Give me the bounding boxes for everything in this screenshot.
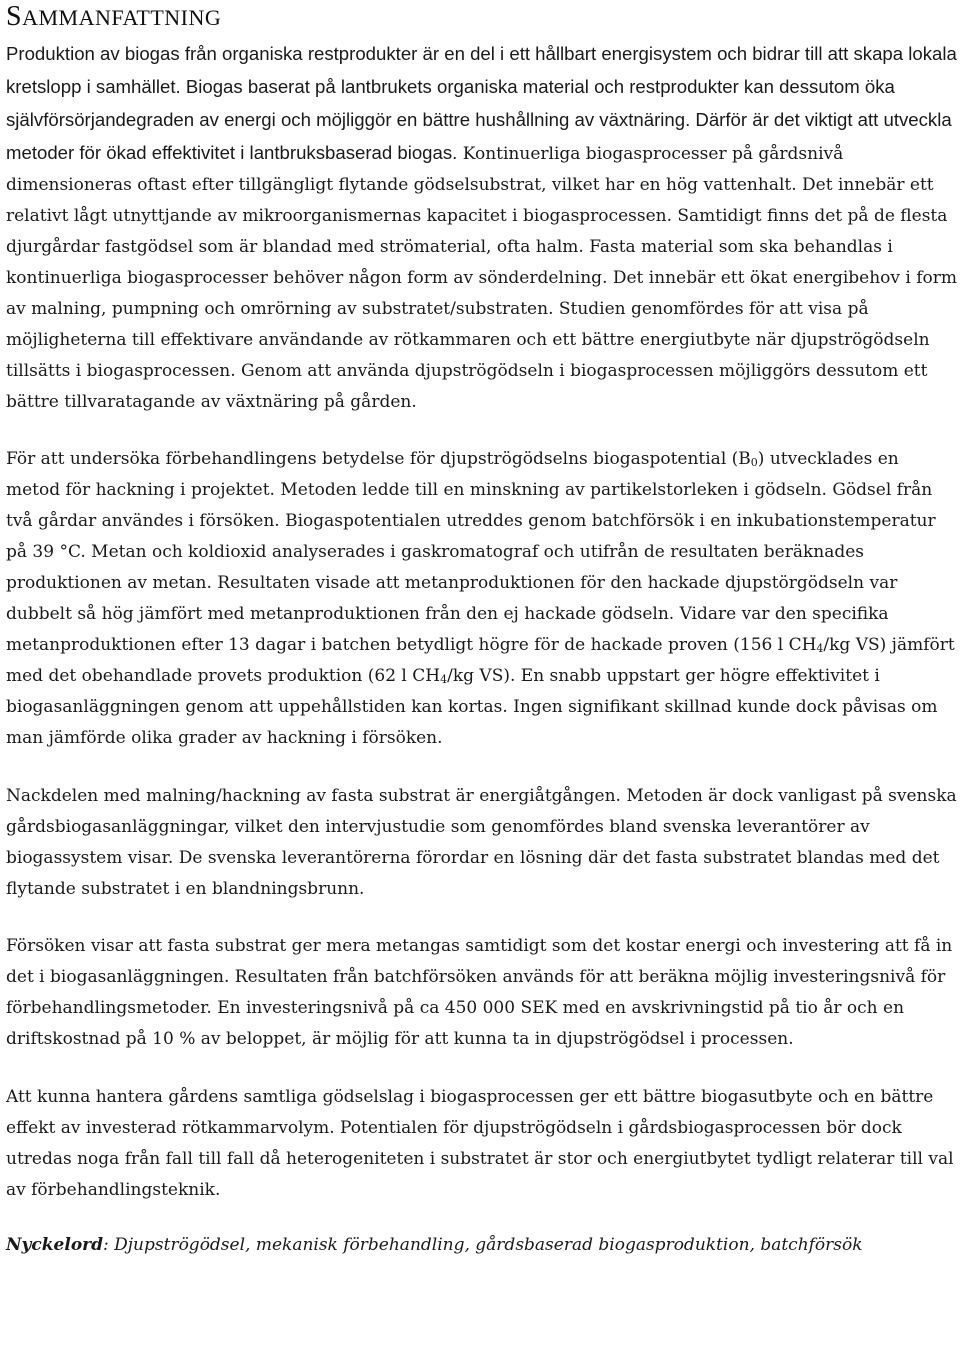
- subscript-ch4-2: 4: [440, 673, 448, 686]
- paragraph-method-text-1: För att undersöka förbehandlingens betydelse för djupströgödselns biogaspotential (B: [6, 449, 751, 469]
- document-page: [6, 0, 958, 1261]
- keywords-text: Djupströgödsel, mekanisk förbehandling, gårdsbaserad biogasproduktion, batchförsök: [114, 1235, 863, 1255]
- subscript-ch4-1: 4: [816, 642, 824, 655]
- paragraph-method-results: [6, 444, 958, 754]
- paragraph-intro: [6, 38, 958, 418]
- keywords-separator: :: [103, 1235, 115, 1255]
- paragraph-intro-sans: Produktion av biogas från organiska restprodukter är en del i ett hållbart energisystem och bidrar till att skapa lokala kretslopp i samhället. Biogas baserat på lantbrukets organiska material och restprodukter kan dessutom öka självförsörjandegraden av energi och möjliggör en bättre hushållning av växtnäring. Därför är det viktigt att utveckla metoder för ökad effektivitet i lantbruksbaserad biogas.: [6, 43, 957, 163]
- paragraph-method-text-2: ) utvecklades en metod för hackning i projektet. Metoden ledde till en minskning av partikelstorleken i gödseln. Gödsel från två gårdar användes i försöken. Biogaspotentialen utreddes genom batchförsök i en inkubationstemperatur på 39 °C. Metan och koldioxid analyserades i gaskromatograf och utifrån de resultaten beräknades produktionen av metan. Resultaten visade att metanproduktionen för den hackade djupstörgödseln var dubbelt så hög jämfört med metanproduktionen från den ej hackade gödseln. Vidare var den specifika metanproduktionen efter 13 dagar i batchen betydligt högre för de hackade proven (156 l CH: [6, 449, 936, 655]
- paragraph-intro-serif: Kontinuerliga biogasprocesser på gårdsnivå dimensioneras oftast efter tillgängligt flytande gödselsubstrat, vilket har en hög vattenhalt. Det innebär ett relativt lågt utnyttjande av mikroorganismernas kapacitet i biogasprocessen. Samtidigt finns det på de flesta djurgårdar fastgödsel som är blandad med strömaterial, ofta halm. Fasta material som ska behandlas i kontinuerliga biogasprocesser behöver någon form av sönderdelning. Det innebär ett ökat energibehov i form av malning, pumpning och omrörning av substratet/substraten. Studien genomfördes för att visa på möjligheterna till effektivare användande av rötkammaren och ett bättre energiutbyte när djupströgödseln tillsätts i biogasprocessen. Genom att använda djupströgödseln i biogasprocessen möjliggörs dessutom ett bättre tillvaratagande av växtnäring på gården.: [6, 144, 958, 412]
- paragraph-drawbacks: Nackdelen med malning/hackning av fasta substrat är energiåtgången. Metoden är dock vanligast på svenska gårdsbiogasanläggningar, vilket den intervjustudie som genomfördes bland svenska leverantörer av biogassystem visar. De svenska leverantörerna förordar en lösning där det fasta substratet blandas med det flytande substratet i en blandningsbrunn.: [6, 786, 957, 899]
- paragraph-conclusion: Att kunna hantera gårdens samtliga gödselslag i biogasprocessen ger ett bättre biogasutbyte och en bättre effekt av investerad rötkammarvolym. Potentialen för djupströgödseln i gårdsbiogasprocessen bör dock utredas noga från fall till fall då heterogeniteten i substratet är stor och energiutbytet tydligt relaterar till val av förbehandlingsteknik.: [6, 1087, 954, 1200]
- keywords-label: Nyckelord: [6, 1235, 104, 1255]
- heading-rest: AMMANFATTNING: [22, 5, 222, 30]
- heading-initial: S: [6, 1, 23, 32]
- subscript-b0: 0: [750, 456, 758, 469]
- section-heading: [6, 0, 958, 36]
- paragraph-method-text-3: /kg VS) jämfört med det obehandlade provets produktion (62 l CH: [6, 635, 955, 686]
- keywords-line: [6, 1230, 958, 1261]
- paragraph-investment: Försöken visar att fasta substrat ger mera metangas samtidigt som det kostar energi och investering att få in det i biogasanläggningen. Resultaten från batchförsöken används för att beräkna möjlig investeringsnivå för förbehandlingsmetoder. En investeringsnivå på ca 450 000 SEK med en avskrivningstid på tio år och en driftskostnad på 10 % av beloppet, är möjlig för att kunna ta in djupströgödsel i processen.: [6, 936, 953, 1049]
- paragraph-method-text-4: /kg VS). En snabb uppstart ger högre effektivitet i biogasanläggningen genom att uppehållstiden kan kortas. Ingen signifikant skillnad kunde dock påvisas om man jämförde olika grader av hackning i försöken.: [6, 666, 938, 748]
